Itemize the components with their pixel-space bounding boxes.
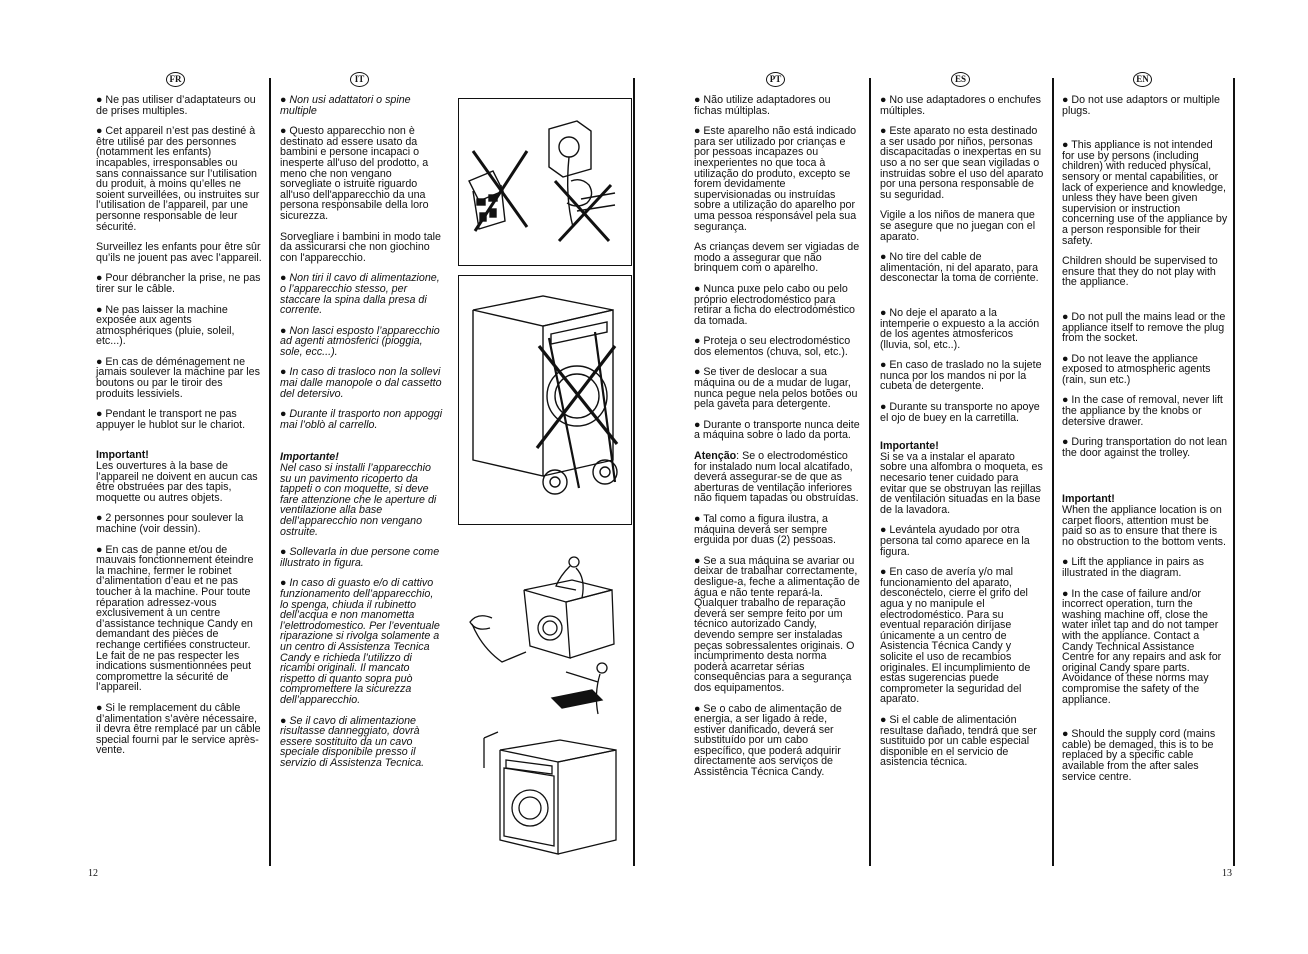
es-paragraph: ● Este aparato no esta destinado a ser usado por niños, personas discapacitadas o inexpertas en su uso a no ser que sean vigiladas o instruidas sobre el uso del aparato por una persona responsable de su seguridad. — [880, 125, 1044, 201]
fr-paragraph: ● Cet appareil n’est pas destiné à être utilisé par des personnes (notamment les enfants) incapables, irresponsables ou sans connaissance sur l’utilisation du produit, à moins qu’elles ne soient surveillées, ou instruites sur l’utilisation de l’appareil, par une personne responsable de leur sécurité. — [96, 125, 260, 233]
es-important-label: Importante! — [880, 440, 939, 453]
lang-badge-en: EN — [1133, 72, 1152, 87]
es-paragraph: ● No use adaptadores o enchufes múltiples. — [880, 94, 1041, 117]
it-paragraph: ● Se il cavo di alimentazione risultasse danneggiato, dovrà essere sostituito da un cavo speciale disponibile presso il servizio di Assistenza Tecnica. — [280, 714, 425, 769]
es-important-text: Si se va a instalar el aparato sobre una alfombra o moqueta, es necesario tener cuidado para evitar que se obstruyan las rejillas de ventilación situadas en la base de la lavadora. — [880, 450, 1043, 516]
es-paragraph: ● En caso de traslado no la sujete nunca por los mandos ni por la cubeta de detergente. — [880, 359, 1042, 393]
es-paragraph: Vigile a los niños de manera que se asegure que no juegan con el aparato. — [880, 209, 1036, 243]
fr-important-text: Les ouvertures à la base de l’appareil ne doivent en aucun cas être obstruées par des tapis, moquette ou autres objets. — [96, 460, 258, 504]
it-paragraph: ● Non tiri il cavo di alimentazione, o l’apparecchio stesso, per staccare la spina dalla presa di corrente. — [280, 272, 440, 317]
en-paragraph: ● In the case of failure and/or incorrect operation, turn the washing machine off, close the water inlet tap and do not tamper with the appliance. Contact a Candy Technical Assistance Centre for any repairs and ask for original Candy spare parts. Avoidance of these norms may compromise the safety of the appliance. — [1062, 587, 1222, 706]
illustration-two-person-lift — [462, 548, 634, 728]
column-it — [280, 95, 444, 778]
pt-paragraph: ● Este aparelho não está indicado para ser utilizado por crianças e por pessoas incapazes ou inexperientes no que toca à utilização do produto, excepto se forem devidamente supervisionadas ou instruídas sobre a utilização do aparelho por uma pessoa responsável pela sua segurança. — [694, 125, 857, 233]
fr-paragraph: ● En cas de panne et/ou de mauvais fonctionnement éteindre la machine, fermer le robinet d’alimentation d’eau et ne pas toucher à la machine. Pour toute réparation adressez-vous exclusivement à un centre d’assistance technique Candy en demandant des pièces de rechange certifiées constructeur. Le fait de ne pas respecter les indications susmentionnées peut compromettre la sécurité de l’appareil. — [96, 543, 254, 694]
es-paragraph: ● No tire del cable de alimentación, ni del aparato, para desconectar la toma de corriente. — [880, 251, 1039, 285]
pt-atencao — [694, 451, 860, 504]
pt-paragraph: ● Proteja o seu electrodoméstico dos elementos (chuva, sol, etc.). — [694, 335, 851, 358]
es-paragraph: ● No deje el aparato a la intemperie o expuesto a la acción de los agentes atmosfericos (lluvia, sol, etc..). — [880, 306, 1040, 351]
fr-important-label: Important! — [96, 449, 149, 462]
pt-paragraph: ● Se o cabo de alimentação de energia, a ser ligado à rede, estiver danificado, deverá ser substituído por um cabo específico, que poderá adquirir directamente aos serviços de Assistência Técnica Candy. — [694, 702, 842, 779]
es-paragraph: ● Levántela ayudado por otra persona tal como aparece en la figura. — [880, 524, 1030, 558]
pt-paragraph: ● Durante o transporte nunca deite a máquina sobre o lado da porta. — [694, 418, 860, 442]
it-paragraph: ● Sollevarla in due persone come illustrato in figura. — [280, 546, 440, 569]
en-paragraph: ● Should the supply cord (mains cable) be demaged, this is to be replaced by a specific cable available from the after sales service centre. — [1062, 728, 1216, 783]
column-en — [1062, 95, 1228, 792]
es-paragraph: ● Si el cable de alimentación resultase dañado, tendrá que ser sustituido por un cable especial disponible en el servicio de asistencia técnica. — [880, 713, 1037, 769]
it-important-label: Importante! — [280, 451, 339, 464]
column-es — [880, 95, 1044, 778]
lang-badge-fr: FR — [166, 72, 185, 87]
en-paragraph: ● Do not pull the mains lead or the appliance itself to remove the plug from the socket. — [1062, 310, 1226, 345]
column-rule — [869, 78, 871, 866]
it-paragraph: ● Non lasci esposto l’apparecchio ad agenti atmosferici (pioggia, sole, ecc...). — [280, 324, 440, 358]
it-important-text: Nel caso si installi l’apparecchio su un pavimento ricoperto da tappeti o con moquette, si deve fare attenzione che le aperture di ventilazione alla base dell’apparecchio non vengano ostruite. — [280, 462, 437, 538]
fr-paragraph: Surveillez les enfants pour être sûr qu’ils ne jouent pas avec l’appareil. — [96, 241, 262, 264]
it-paragraph: ● Non usi adattatori o spine multiple — [280, 94, 411, 117]
en-paragraph: ● Do not leave the appliance exposed to atmospheric agents (rain, sun etc.) — [1062, 352, 1211, 386]
it-paragraph: ● Questo apparecchio non è destinato ad essere usato da bambini e persone incapaci o inesperte all'uso del prodotto, a meno che non vengano sorvegliate o istruite riguardo all'uso dell'apparecchio da una persona responsabile della loro sicurezza. — [280, 125, 429, 222]
fr-paragraph: ● Ne pas utiliser d’adaptateurs ou de prises multiples. — [96, 94, 256, 117]
pt-atencao-label: Atenção — [694, 450, 737, 463]
en-paragraph: ● Lift the appliance in pairs as illustrated in the diagram. — [1062, 556, 1204, 579]
column-pt — [694, 95, 860, 788]
en-paragraph: ● This appliance is not intended for use by persons (including children) with reduced physical, sensory or mental capabilities, or lack of experience and knowledge, unless they have been given supervision or instruction concerning use of the appliance by a person responsible for their safety. — [1062, 139, 1228, 247]
en-paragraph: ● During transportation do not lean the door against the trolley. — [1062, 436, 1228, 459]
fr-paragraph: ● 2 personnes pour soulever la machine (voir dessin). — [96, 512, 244, 535]
lang-badge-pt: PT — [766, 72, 785, 87]
es-paragraph: ● Durante su transporte no apoye el ojo de buey en la carretilla. — [880, 401, 1040, 424]
pt-paragraph: ● Se a sua máquina se avariar ou deixar de trabalhar correctamente, desligue-a, feche a alimentação de água e não tente repará-la. Qualquer trabalho de reparação deverá ser sempre feito por um técnico autorizado Candy, devendo sempre ser instaladas peças sobressalentes originais. O incumprimento desta norma poderá acarretar sérias consequências para a segurança dos equipamentos. — [694, 554, 860, 694]
fr-paragraph: ● En cas de déménagement ne jamais soulever la machine par les boutons ou par le tiroir des produits lessiviels. — [96, 355, 260, 400]
column-rule — [269, 78, 271, 866]
fr-paragraph: ● Si le remplacement du câble d’alimentation s’avère nécessaire, il devra être remplacé par un câble special fourni par le service après-vente. — [96, 701, 261, 757]
en-paragraph: Children should be supervised to ensure that they do not play with the appliance. — [1062, 255, 1218, 289]
en-paragraph: ● Do not use adaptors or multiple plugs. — [1062, 94, 1220, 117]
en-important-text: When the appliance location is on carpet floors, attention must be paid so as to ensure that there is no obstruction to the bottom vents. — [1062, 504, 1226, 548]
en-important — [1062, 494, 1228, 547]
column-fr — [96, 95, 262, 766]
column-rule — [633, 78, 635, 866]
pt-paragraph: ● Não utilize adaptadores ou fichas múltiplas. — [694, 94, 831, 117]
lang-badge-it: IT — [350, 72, 369, 87]
page-number-right: 13 — [1222, 868, 1232, 879]
page-number-left: 12 — [88, 868, 98, 879]
pt-paragraph: ● Tal como a figura ilustra, a máquina deverá ser sempre erguida por duas (2) pessoas. — [694, 513, 836, 547]
fr-important — [96, 450, 262, 503]
en-important-label: Important! — [1062, 493, 1115, 506]
pt-paragraph: ● Se tiver de deslocar a sua máquina ou de a mudar de lugar, nunca pegue nela pelos botões ou pela gaveta para detergente. — [694, 366, 858, 411]
illustration-trolley-warning — [458, 275, 632, 525]
it-paragraph: Sorvegliare i bambini in modo tale da assicurarsi che non giochino con l'apparecchio. — [280, 230, 441, 264]
illustration-built-in-machine — [480, 728, 620, 864]
es-paragraph: ● En caso de avería y/o mal funcionamiento del aparato, desconéctelo, cierre el grifo del agua y no manipule el electrodoméstico. Para su eventual reparación diríjase únicamente a un centro de Asistencia Técnica Candy y solicite el uso de recambios originales. El incumplimiento de estas sugerencias puede comprometer la seguridad del aparato. — [880, 566, 1031, 706]
it-important — [280, 452, 444, 537]
fr-paragraph: ● Pendant le transport ne pas appuyer le hublot sur le chariot. — [96, 408, 246, 431]
lang-badge-es: ES — [951, 72, 970, 87]
it-paragraph: ● Durante il trasporto non appoggi mai l’oblò al carrello. — [280, 408, 443, 431]
pt-atencao-text: : Se o electrodoméstico for instalado num local alcatifado, deverá assegurar-se de que as aberturas de ventilação inferiores não fiquem tapadas ou obstruídas. — [694, 450, 859, 505]
column-rule — [1233, 78, 1235, 866]
column-rule — [1052, 78, 1054, 866]
pt-paragraph: As crianças devem ser vigiadas de modo a assegurar que não brinquem com o aparelho. — [694, 241, 860, 275]
pt-paragraph: ● Nunca puxe pelo cabo ou pelo próprio electrodoméstico para retirar a ficha do electrodoméstico da tomada. — [694, 282, 855, 327]
it-paragraph: ● In caso di trasloco non la sollevi mai dalle manopole o dal cassetto del detersivo. — [280, 366, 442, 400]
illustration-plug-no-adaptor — [458, 98, 632, 266]
es-important — [880, 441, 1044, 515]
fr-paragraph: ● Ne pas laisser la machine exposée aux agents atmosphériques (pluie, soleil, etc...). — [96, 303, 235, 348]
en-paragraph: ● In the case of removal, never lift the appliance by the knobs or detersive drawer. — [1062, 394, 1223, 428]
fr-paragraph: ● Pour débrancher la prise, ne pas tirer sur le câble. — [96, 272, 261, 295]
it-paragraph: ● In caso di guasto e/o di cattivo funzionamento dell’apparecchio, lo spenga, chiuda il rubinetto dell’acqua e non manometta l’elettrodomestico. Per l’eventuale riparazione si rivolga solamente a un centro di Assistenza Tecnica Candy e richieda l’utilizzo di ricambi originali. Il mancato rispetto di quanto sopra può compromettere la sicurezza dell’apparecchio. — [280, 577, 440, 706]
